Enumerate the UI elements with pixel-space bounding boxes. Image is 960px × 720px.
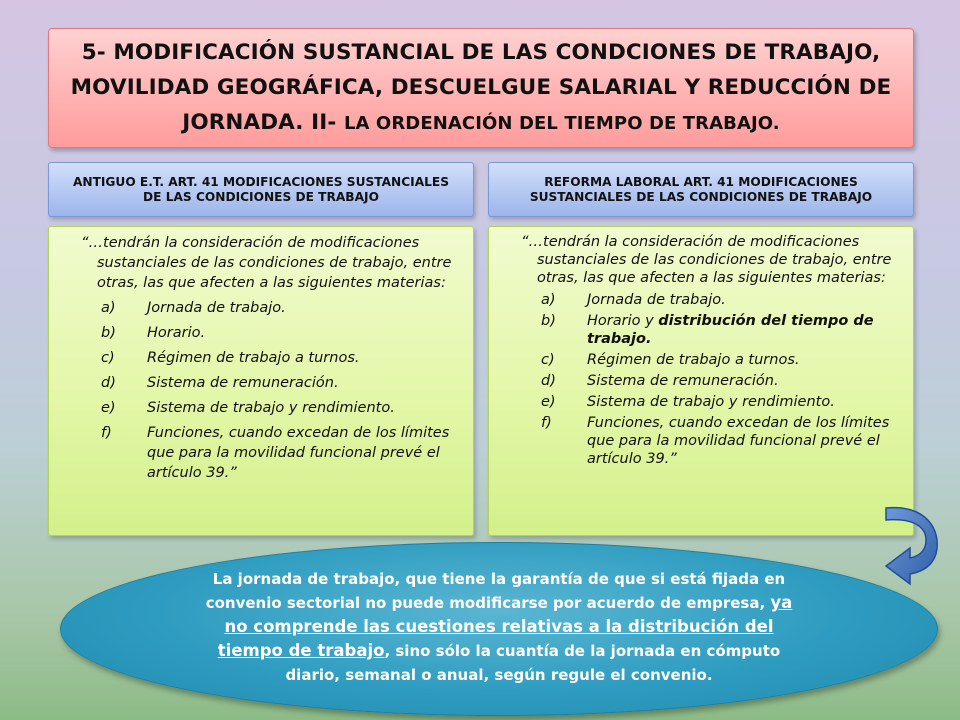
list-item xyxy=(505,414,895,468)
list-item xyxy=(65,398,455,418)
list-item xyxy=(505,372,895,390)
item-text-composite xyxy=(587,312,895,348)
slide-title xyxy=(48,28,914,148)
item-marker: d) xyxy=(101,375,116,391)
item-marker: b) xyxy=(541,313,556,329)
list-item xyxy=(505,351,895,369)
left-item-list xyxy=(65,298,455,483)
item-marker: c) xyxy=(101,350,115,366)
item-marker: c) xyxy=(541,352,555,368)
summary-ellipse xyxy=(60,542,938,716)
right-column-body xyxy=(488,226,914,536)
item-marker: d) xyxy=(541,373,556,389)
item-text: Horario. xyxy=(147,325,206,341)
item-text: Funciones, cuando excedan de los límites que para la movilidad funcional prevé el artículo 39.” xyxy=(587,415,890,467)
summary-emphasis: ya no comprende las cuestiones relativas a la distribución del tiempo de trabajo xyxy=(217,593,793,660)
item-text: Sistema de trabajo y rendimiento. xyxy=(147,400,395,416)
item-marker: f) xyxy=(101,425,112,441)
summary-part2: , sino sólo la cuantía de la jornada en cómputo diario, semanal o anual, según regule el convenio. xyxy=(285,642,781,684)
left-intro-text: “…tendrán la consideración de modificaciones sustanciales de las condiciones de trabajo, entre otras, las que afecten a las siguientes materias: xyxy=(81,235,452,291)
item-marker: f) xyxy=(541,415,552,431)
title-main: 5- MODIFICACIÓN SUSTANCIAL DE LAS CONDCIONES DE TRABAJO, MOVILIDAD GEOGRÁFICA, DESCUELGUE SALARIAL Y REDUCCIÓN DE JORNADA. II- xyxy=(70,40,892,135)
list-item xyxy=(65,348,455,368)
list-item xyxy=(65,298,455,318)
list-item xyxy=(65,323,455,343)
list-item xyxy=(65,373,455,393)
item-marker: a) xyxy=(101,300,116,316)
list-item xyxy=(505,291,895,309)
item-text: Sistema de trabajo y rendimiento. xyxy=(587,394,835,410)
list-item xyxy=(505,312,895,348)
item-text: Régimen de trabajo a turnos. xyxy=(587,352,800,368)
curved-arrow-icon xyxy=(880,500,952,586)
item-text: Jornada de trabajo. xyxy=(587,292,726,308)
item-text-emphasis: distribución del tiempo de trabajo. xyxy=(587,313,874,347)
item-marker: e) xyxy=(101,400,116,416)
list-item xyxy=(505,393,895,411)
item-text: Sistema de remuneración. xyxy=(587,373,779,389)
item-text: Régimen de trabajo a turnos. xyxy=(147,350,360,366)
left-column-header: ANTIGUO E.T. ART. 41 MODIFICACIONES SUSTANCIALES DE LAS CONDICIONES DE TRABAJO xyxy=(48,162,474,217)
item-text: Sistema de remuneración. xyxy=(147,375,339,391)
title-subtitle: LA ORDENACIÓN DEL TIEMPO DE TRABAJO. xyxy=(343,113,780,134)
item-text: Jornada de trabajo. xyxy=(147,300,286,316)
item-marker: e) xyxy=(541,394,556,410)
slide-title-text xyxy=(65,35,897,141)
item-marker: b) xyxy=(101,325,116,341)
item-text: Funciones, cuando excedan de los límites que para la movilidad funcional prevé el artículo 39.” xyxy=(147,425,450,481)
item-text: Horario y xyxy=(587,313,659,329)
item-marker: a) xyxy=(541,292,556,308)
right-intro-text: “…tendrán la consideración de modificaciones sustanciales de las condiciones de trabajo, entre otras, las que afecten a las siguientes materias: xyxy=(521,234,892,286)
list-item xyxy=(65,423,455,483)
right-column-header: REFORMA LABORAL ART. 41 MODIFICACIONES SUSTANCIALES DE LAS CONDICIONES DE TRABAJO xyxy=(488,162,914,217)
summary-text xyxy=(199,567,799,687)
right-item-list xyxy=(505,291,895,468)
left-column-body xyxy=(48,226,474,536)
summary-part1: La jornada de trabajo, que tiene la garantía de que si está fijada en convenio sectorial no puede modificarse por acuerdo de empresa, xyxy=(205,570,786,612)
